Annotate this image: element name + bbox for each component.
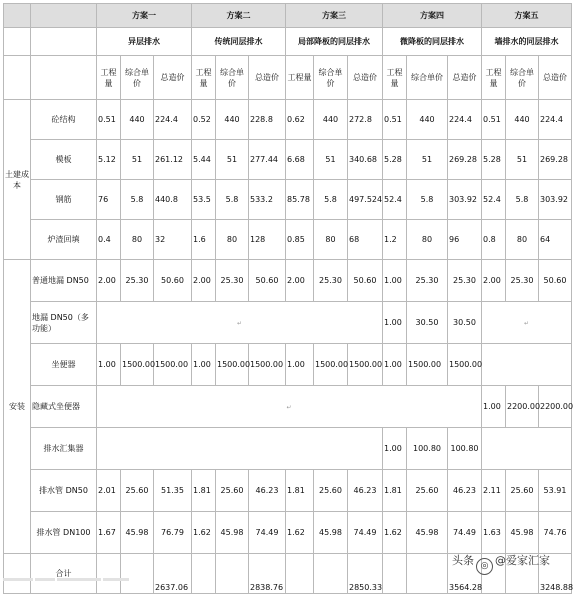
cell: 32 <box>154 220 192 260</box>
cell: 74.49 <box>448 512 482 554</box>
total-price-header: 总造价 <box>154 56 192 100</box>
unit-price-header: 综合单价 <box>314 56 348 100</box>
total-plan-5: 3248.88 <box>539 554 572 594</box>
cell: 2.00 <box>286 260 314 302</box>
cell: 85.78 <box>286 180 314 220</box>
cell: 0.4 <box>97 220 121 260</box>
cell: 51 <box>407 140 448 180</box>
plan-name-row <box>4 4 572 28</box>
watermark-prefix: 头条 <box>452 554 474 567</box>
cell: 1500.00 <box>154 344 192 386</box>
cell: 1.00 <box>383 428 407 470</box>
quantity-header: 工程量 <box>286 56 314 100</box>
cell: 2.00 <box>482 260 506 302</box>
cell: 224.4 <box>154 100 192 140</box>
cell: 0.51 <box>383 100 407 140</box>
row-label: 炉渣回填 <box>31 220 97 260</box>
ruler-segment <box>35 578 55 581</box>
blank-cell <box>192 554 216 594</box>
cell: 1.62 <box>286 512 314 554</box>
row-label: 地漏 DN50（多功能） <box>31 302 97 344</box>
cell: 68 <box>348 220 383 260</box>
total-plan-4: 3564.28 <box>448 554 482 594</box>
blank-cell <box>216 554 249 594</box>
quantity-header: 工程量 <box>482 56 506 100</box>
cell: 5.12 <box>97 140 121 180</box>
cell: 1.00 <box>383 344 407 386</box>
blank-cell <box>314 554 348 594</box>
cell: 277.44 <box>249 140 286 180</box>
cell: 2200.00 <box>539 386 572 428</box>
watermark-author: @爱家汇家 <box>495 554 550 567</box>
cell: 1500.00 <box>314 344 348 386</box>
total-plan-1: 2637.06 <box>154 554 192 594</box>
cell: 303.92 <box>539 180 572 220</box>
cell: 25.60 <box>121 470 154 512</box>
table-row <box>4 100 572 140</box>
cell: 30.50 <box>448 302 482 344</box>
cell: 25.30 <box>448 260 482 302</box>
cell: 25.60 <box>506 470 539 512</box>
quantity-header: 工程量 <box>97 56 121 100</box>
cell: 2.11 <box>482 470 506 512</box>
cell: 224.4 <box>448 100 482 140</box>
paragraph-mark: ↵ <box>523 319 530 327</box>
cell: 440 <box>407 100 448 140</box>
cell: 45.98 <box>506 512 539 554</box>
cell: 80 <box>407 220 448 260</box>
cell: 0.52 <box>192 100 216 140</box>
blank-cell <box>31 28 97 56</box>
group-install: 安装 <box>4 260 31 554</box>
cell: 25.30 <box>216 260 249 302</box>
footer-ruler-strip <box>3 566 151 576</box>
scheme-row <box>4 28 572 56</box>
unit-price-header: 综合单价 <box>216 56 249 100</box>
merged-empty-cell <box>97 302 383 344</box>
plan-5-name: 方案五 <box>482 4 572 28</box>
cell: 46.23 <box>249 470 286 512</box>
cell: 6.68 <box>286 140 314 180</box>
cell: 440 <box>314 100 348 140</box>
cell: 2200.00 <box>506 386 539 428</box>
ruler-segment <box>3 578 33 581</box>
cell: 269.28 <box>539 140 572 180</box>
cell: 5.8 <box>216 180 249 220</box>
cell: 5.28 <box>383 140 407 180</box>
cell: 50.60 <box>539 260 572 302</box>
plan-3-name: 方案三 <box>286 4 383 28</box>
table-row <box>4 302 572 344</box>
cell: 51 <box>506 140 539 180</box>
total-price-header: 总造价 <box>448 56 482 100</box>
cell: 303.92 <box>448 180 482 220</box>
group-civil: 土建成本 <box>4 100 31 260</box>
toutiao-logo-icon: ◎ <box>476 558 493 575</box>
cell: 1.62 <box>192 512 216 554</box>
plan-2-scheme: 传统同层排水 <box>192 28 286 56</box>
cell: 0.51 <box>482 100 506 140</box>
cell: 25.30 <box>121 260 154 302</box>
cell: 50.60 <box>154 260 192 302</box>
table-row <box>4 220 572 260</box>
cell: 5.8 <box>407 180 448 220</box>
cell: 1500.00 <box>348 344 383 386</box>
quantity-header: 工程量 <box>383 56 407 100</box>
cell: 1500.00 <box>121 344 154 386</box>
paragraph-mark: ↵ <box>286 403 292 411</box>
cell: 1500.00 <box>216 344 249 386</box>
cell: 1.2 <box>383 220 407 260</box>
cell: 51 <box>216 140 249 180</box>
cell: 5.28 <box>482 140 506 180</box>
cell: 52.4 <box>383 180 407 220</box>
cell: 440 <box>216 100 249 140</box>
cell: 25.60 <box>216 470 249 512</box>
cell: 224.4 <box>539 100 572 140</box>
cell: 80 <box>216 220 249 260</box>
blank-cell <box>4 56 31 100</box>
plan-1-scheme: 异层排水 <box>97 28 192 56</box>
cell: 45.98 <box>407 512 448 554</box>
cell: 64 <box>539 220 572 260</box>
cell: 50.60 <box>348 260 383 302</box>
cell: 269.28 <box>448 140 482 180</box>
cell: 533.2 <box>249 180 286 220</box>
cell: 25.30 <box>407 260 448 302</box>
merged-empty-cell <box>97 428 383 470</box>
cell: 2.00 <box>97 260 121 302</box>
cell: 1.63 <box>482 512 506 554</box>
cell: 1.81 <box>383 470 407 512</box>
total-price-header: 总造价 <box>539 56 572 100</box>
merged-empty-cell <box>97 386 482 428</box>
total-price-header: 总造价 <box>348 56 383 100</box>
cell: 1.81 <box>286 470 314 512</box>
cell: 2.00 <box>192 260 216 302</box>
cell: 80 <box>506 220 539 260</box>
quantity-header: 工程量 <box>192 56 216 100</box>
cell: 53.5 <box>192 180 216 220</box>
cell: 1.6 <box>192 220 216 260</box>
cell: 1500.00 <box>249 344 286 386</box>
plan-1-name: 方案一 <box>97 4 192 28</box>
merged-empty-cell <box>482 344 572 386</box>
cell: 51 <box>121 140 154 180</box>
cell: 25.30 <box>506 260 539 302</box>
table-row <box>4 512 572 554</box>
total-plan-2: 2838.76 <box>249 554 286 594</box>
cell: 0.8 <box>482 220 506 260</box>
cell: 51 <box>314 140 348 180</box>
blank-cell <box>286 554 314 594</box>
plan-3-scheme: 局部降板的同层排水 <box>286 28 383 56</box>
cell: 96 <box>448 220 482 260</box>
cell: 53.91 <box>539 470 572 512</box>
cell: 340.68 <box>348 140 383 180</box>
cell: 45.98 <box>314 512 348 554</box>
cell: 440 <box>506 100 539 140</box>
cost-table <box>3 3 572 594</box>
unit-price-header: 综合单价 <box>506 56 539 100</box>
cell: 5.8 <box>314 180 348 220</box>
cell: 272.8 <box>348 100 383 140</box>
row-label: 坐便器 <box>31 344 97 386</box>
table-row <box>4 470 572 512</box>
total-plan-3: 2850.33 <box>348 554 383 594</box>
cell: 80 <box>314 220 348 260</box>
cell: 76 <box>97 180 121 220</box>
row-label: 排水管 DN50 <box>31 470 97 512</box>
cell: 1500.00 <box>448 344 482 386</box>
cell: 5.8 <box>121 180 154 220</box>
table-row <box>4 180 572 220</box>
cell: 1.00 <box>383 260 407 302</box>
plan-4-name: 方案四 <box>383 4 482 28</box>
cell: 1.81 <box>192 470 216 512</box>
cell: 0.85 <box>286 220 314 260</box>
cell: 497.524 <box>348 180 383 220</box>
cell: 45.98 <box>216 512 249 554</box>
row-label: 模板 <box>31 140 97 180</box>
plan-4-scheme: 微降板的同层排水 <box>383 28 482 56</box>
plan-2-name: 方案二 <box>192 4 286 28</box>
cell: 440.8 <box>154 180 192 220</box>
cell: 30.50 <box>407 302 448 344</box>
row-label: 砼结构 <box>31 100 97 140</box>
table-row <box>4 344 572 386</box>
cell: 74.49 <box>348 512 383 554</box>
cell: 2.01 <box>97 470 121 512</box>
cell: 440 <box>121 100 154 140</box>
cell: 5.8 <box>506 180 539 220</box>
table-row <box>4 386 572 428</box>
cell: 45.98 <box>121 512 154 554</box>
ruler-segment <box>57 578 101 581</box>
cell: 0.62 <box>286 100 314 140</box>
blank-cell <box>383 554 407 594</box>
cost-comparison-document <box>3 3 572 594</box>
unit-price-header: 综合单价 <box>407 56 448 100</box>
cell: 25.60 <box>314 470 348 512</box>
row-label: 排水管 DN100 <box>31 512 97 554</box>
cell: 228.8 <box>249 100 286 140</box>
merged-empty-cell <box>482 302 572 344</box>
row-label: 钢筋 <box>31 180 97 220</box>
total-label: 合计 <box>31 554 97 594</box>
cell: 1.62 <box>383 512 407 554</box>
row-label: 普通地漏 DN50 <box>31 260 97 302</box>
cell: 76.79 <box>154 512 192 554</box>
cell: 50.60 <box>249 260 286 302</box>
plan-5-scheme: 墙排水的同层排水 <box>482 28 572 56</box>
cell: 1.00 <box>286 344 314 386</box>
total-price-header: 总造价 <box>249 56 286 100</box>
item-header-cell <box>31 4 97 28</box>
cell: 1500.00 <box>407 344 448 386</box>
cell: 1.00 <box>192 344 216 386</box>
cell: 74.49 <box>249 512 286 554</box>
cell: 1.00 <box>383 302 407 344</box>
cell: 46.23 <box>448 470 482 512</box>
cell: 261.12 <box>154 140 192 180</box>
cell: 1.00 <box>97 344 121 386</box>
table-row <box>4 140 572 180</box>
cell: 5.44 <box>192 140 216 180</box>
cell: 1.67 <box>97 512 121 554</box>
subheader-row <box>4 56 572 100</box>
cell: 51.35 <box>154 470 192 512</box>
row-label: 排水汇集器 <box>31 428 97 470</box>
cell: 74.76 <box>539 512 572 554</box>
paragraph-mark: ↵ <box>236 319 243 327</box>
blank-cell <box>31 56 97 100</box>
row-label: 隐藏式坐便器 <box>31 386 97 428</box>
merged-empty-cell <box>482 428 572 470</box>
cell: 128 <box>249 220 286 260</box>
cell: 25.60 <box>407 470 448 512</box>
cell: 25.30 <box>314 260 348 302</box>
unit-price-header: 综合单价 <box>121 56 154 100</box>
cell: 52.4 <box>482 180 506 220</box>
cell: 1.00 <box>482 386 506 428</box>
corner-cell <box>4 4 31 28</box>
watermark <box>452 552 550 575</box>
cell: 100.80 <box>407 428 448 470</box>
table-row <box>4 428 572 470</box>
blank-cell <box>4 28 31 56</box>
blank-cell <box>407 554 448 594</box>
ruler-segment <box>103 578 129 581</box>
cell: 80 <box>121 220 154 260</box>
cell: 46.23 <box>348 470 383 512</box>
table-row <box>4 260 572 302</box>
cell: 100.80 <box>448 428 482 470</box>
cell: 0.51 <box>97 100 121 140</box>
